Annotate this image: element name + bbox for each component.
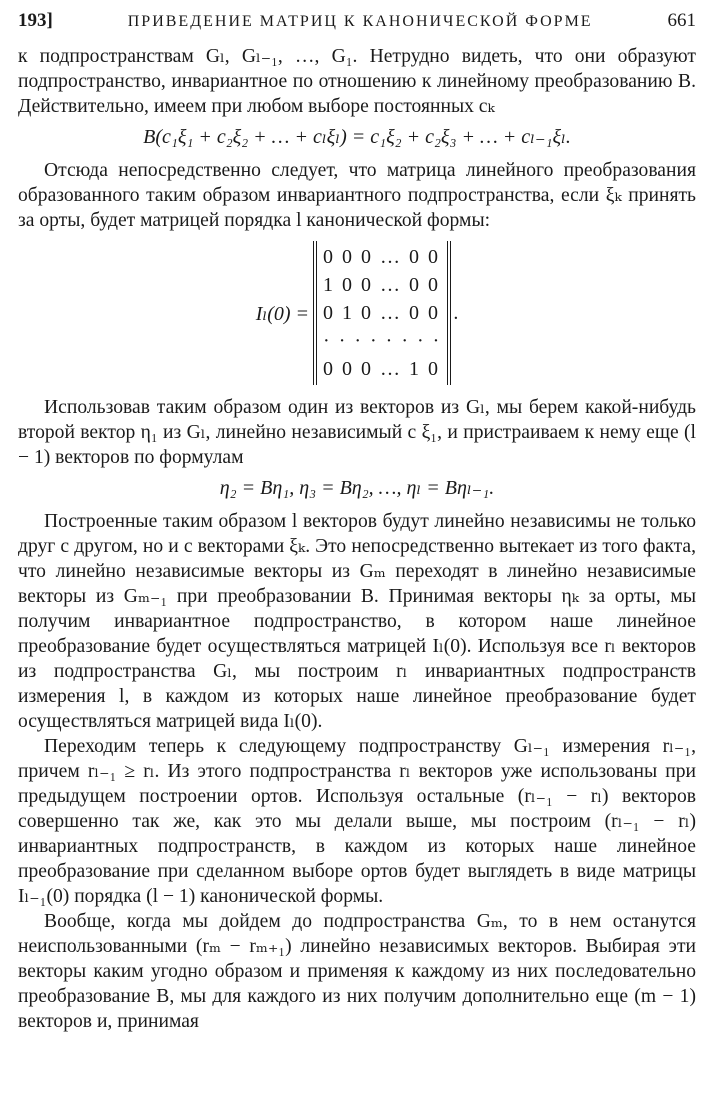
matrix-row: 0 0 0 … 0 0 <box>323 246 441 268</box>
matrix-row: · · · · · · · · <box>323 330 442 352</box>
running-title: ПРИВЕДЕНИЕ МАТРИЦ К КАНОНИЧЕСКОЙ ФОРМЕ <box>127 13 593 30</box>
paragraph-2: Отсюда непосредственно следует, что матрица линейного преобразования образованного таким образом инвариантного подпространства, если ξₖ принять за орты, будет матрицей порядка l канонической формы: <box>18 160 696 231</box>
matrix-block <box>18 241 696 385</box>
paragraph-6: Вообще, когда мы дойдем до подпространства Gₘ, то в нем останутся неиспользованными (rₘ − rₘ₊₁) линейно независимых векторов. Выбирая эти векторы каким угодно образом и применяя к каждому из них последовательно преобразование B, мы для каждого из них получим дополнительно еще (m − 1) векторов и, принимая <box>18 911 696 1032</box>
formula-1: B(c₁ξ₁ + c₂ξ₂ + … + cₗξₗ) = c₁ξ₂ + c₂ξ₃ + … + cₗ₋₁ξₗ. <box>143 126 571 148</box>
matrix-lhs: Iₗ(0) = <box>255 302 310 325</box>
page-header <box>18 10 696 44</box>
matrix <box>313 241 451 385</box>
matrix-row: 0 1 0 … 0 0 <box>323 302 441 324</box>
page-number: 661 <box>667 10 696 31</box>
section-number: 193] <box>18 10 53 31</box>
matrix-row: 0 0 0 … 1 0 <box>323 358 441 380</box>
formula-2: η₂ = Bη₁, η₃ = Bη₂, …, ηₗ = Bηₗ₋₁. <box>219 477 495 499</box>
paragraph-4: Построенные таким образом l векторов будут линейно независимы не только друг с другом, но и с векторами ξₖ. Это непосредственно вытекает из того факта, что линейно независимые векторы из Gₘ переходят в линейно независимые векторы из Gₘ₋₁ при преобразовании B. Принимая векторы ηₖ за орты, мы получим инвариантное подпространство, в котором наше линейное преобразование будет осуществляться матрицей Iₗ(0). Используя все rₗ векторов из подпространства Gₗ, мы построим rₗ инвариантных подпространств измерения l, в каждом из которых наше линейное преобразование будет осуществляться матрицей вида Iₗ(0). <box>18 511 696 732</box>
paragraph-3: Использовав таким образом один из векторов из Gₗ, мы берем какой-нибудь второй вектор η₁ из Gₗ, линейно независимый с ξ₁, и пристраиваем к нему еще (l − 1) векторов по формулам <box>18 397 696 468</box>
matrix-row: 1 0 0 … 0 0 <box>323 274 441 296</box>
paragraph-1: к подпространствам Gₗ, Gₗ₋₁, …, G₁. Нетрудно видеть, что они образуют подпространство, инвариантное по отношению к линейному преобразованию B. Действительно, имеем при любом выборе постоянных cₖ <box>18 46 696 117</box>
matrix-period: . <box>453 301 459 324</box>
paragraph-5: Переходим теперь к следующему подпространству Gₗ₋₁ измерения rₗ₋₁, причем rₗ₋₁ ≥ rₗ. Из этого подпространства rₗ векторов уже использованы при предыдущем построении ортов. Используя остальные (rₗ₋₁ − rₗ) векторов совершенно так же, как это мы делали выше, мы построим (rₗ₋₁ − rₗ) инвариантных подпространств, в каждом из которых наше линейное преобразование при сделанном выборе ортов будет выглядеть в виде матрицы Iₗ₋₁(0) порядка (l − 1) канонической формы. <box>18 736 696 907</box>
page <box>18 10 696 1034</box>
